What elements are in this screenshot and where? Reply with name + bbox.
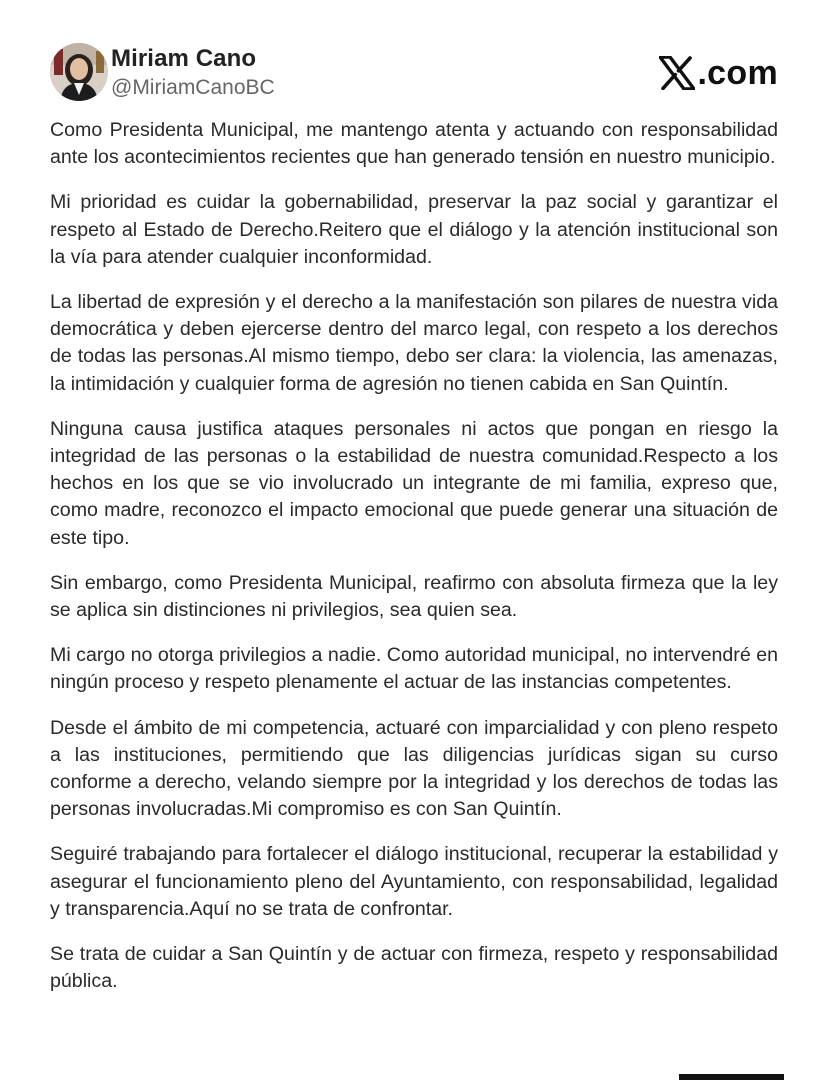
post-paragraph-1: Como Presidenta Municipal, me mantengo atenta y actuando con responsabilidad ante los acontecimientos recientes que han generado tensión en nuestro municipio. [50, 119, 778, 169]
post-paragraph-4: Ninguna causa justifica ataques personales ni actos que pongan en riesgo la integridad de las personas o la estabilidad de nuestra comunidad.Respecto a los hechos en los que se vio involucrado un integrante de mi familia, expreso que, como madre, reconozco el impacto emocional que puede generar una situación de este tipo. [50, 417, 778, 549]
post-paragraph-2: Mi prioridad es cuidar la gobernabilidad, preservar la paz social y garantizar el respeto al Estado de Derecho.Reitero que el diálogo y la atención institucional son la vía para atender cualquier inconformidad. [50, 191, 778, 268]
post-paragraph-7: Desde el ámbito de mi competencia, actuaré con imparcialidad y con pleno respeto a las instituciones, permitiendo que las diligencias jurídicas sigan su curso conforme a derecho, velando siempre por la integridad y los derechos de todas las personas involucradas.Mi compromiso es con San Quintín. [50, 716, 778, 821]
post-paragraph-3: La libertad de expresión y el derecho a la manifestación son pilares de nuestra vida democrática y deben ejercerse dentro del marco legal, con respeto a los derechos de todas las personas.Al mismo tiempo, debo ser clara: la violencia, las amenazas, la intimidación y cualquier forma de agresión no tienen cabida en San Quintín. [50, 291, 778, 395]
post-body [50, 117, 778, 1013]
post-header [50, 43, 784, 103]
profile-photo-icon [50, 43, 108, 101]
x-logo-icon [659, 56, 695, 90]
brand-logo [659, 53, 778, 93]
post-paragraph-9: Se trata de cuidar a San Quintín y de actuar con firmeza, respeto y responsabilidad pública. [50, 943, 778, 993]
post-paragraph-5: Sin embargo, como Presidenta Municipal, reafirmo con absoluta firmeza que la ley se aplica sin distinciones ni privilegios, sea quien sea. [50, 571, 778, 622]
home-indicator-bar [679, 1074, 784, 1080]
author-handle[interactable]: @MiriamCanoBC [111, 76, 275, 99]
avatar[interactable] [50, 43, 108, 101]
post-paragraph-6: Mi cargo no otorga privilegios a nadie. Como autoridad municipal, no intervendré en ningún proceso y respeto plenamente el actuar de las instancias competentes. [50, 644, 778, 694]
brand-domain-text: .com [697, 54, 778, 92]
post-paragraph-8: Seguiré trabajando para fortalecer el diálogo institucional, recuperar la estabilidad y asegurar el funcionamiento pleno del Ayuntamiento, con responsabilidad, legalidad y transparencia.Aquí no se trata de confrontar. [50, 843, 778, 920]
author-name[interactable]: Miriam Cano [111, 45, 257, 72]
